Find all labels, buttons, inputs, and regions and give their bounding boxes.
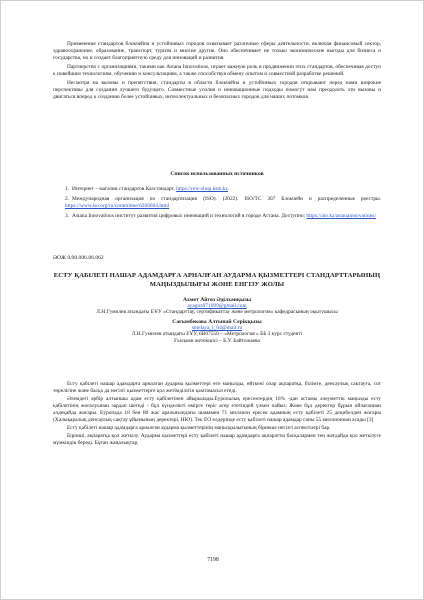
article-header	[53, 255, 381, 345]
article-body	[53, 381, 381, 447]
reference-link[interactable]: https://ain.kz/astanainnovations/	[306, 213, 377, 219]
author-email[interactable]: smelaya_l_04@mail.ru	[191, 325, 243, 331]
author-affiliation: Л.Н.Гумилев атындағы ЕҰУ «Стандарттау, сертификаттау және метрология» кафедрасының оқытушысы	[96, 309, 338, 315]
reference-item: 2. Международная организация по стандартизации (ISO). (2022). ISO/TC 307 Блокчейн и распределенные реестры. https://www.iso.org/ru/committee/6266604.html	[65, 196, 381, 209]
reference-link[interactable]: https://rew-shop.ksm.kz	[176, 186, 229, 192]
reference-item: 3. Astana Innovations институт развития цифровых инноваций и технологий в городе Астана. Доступно: https://ain.kz/astanainnovations/	[65, 213, 377, 219]
reference-item: 1. Интернет – магазин стандартов Казстандарт. https://rew-shop.ksm.kz	[65, 186, 229, 192]
references-section	[53, 171, 381, 220]
author-name: Ахмет Айгөз Әділханқызы	[182, 297, 252, 303]
references-heading: Список использованных источников	[170, 171, 264, 177]
author-affiliation: Л.Н.Гумилев атындағы ЕҰУ, 6В07550 – «Метрология » ББ 3 курс студенті	[131, 331, 303, 337]
intro-block	[53, 41, 381, 101]
paragraph: Біріншi, ақпаратқа қол жеткізу. Аударма қызметтері есту қабілеті нашар адамдарға ақпаратты басқалармен тең жағдайда қол жеткізуге мүмкіндік береді. Бұған жаңалықтар,	[53, 433, 381, 446]
reference-link[interactable]: https://www.iso.org/ru/committee/6266604.html	[65, 203, 170, 209]
paragraph: Применение стандартов блокчейна и устойчивых городов охватывает различные сферы деятельности, включая финансовый сектор, здравоохранение, образование, транспорт, туризм и многие другие. Оно обеспечивает не только экономические выгоды для бизнеса и государства, но и создает благоприятную среду для инноваций и развития.	[53, 41, 381, 61]
udk-code: ӘОЖ 0.00.006.06.062	[53, 255, 104, 261]
article-title: ЕСТУ ҚАБІЛЕТІ НАШАР АДАМДАРҒА АРНАЛҒАН АУДАРМА ҚЫЗМЕТТЕРІ СТАНДАРТТАРЫНЫҢ МАҢЫЗДЫЛЫҒЫ ЖӘНЕ ЕНГІЗУ ЖОЛЫ	[53, 272, 381, 288]
paragraph: Несмотря на вызовы и препятствия, стандарты в области блокчейна и устойчивых городов открывают перед нами широкие перспективы для создания лучшего будущего. Совместные усилия и инновационные подходы помогут нам преодолеть эти вызовы и двигаться вперед к созданию более устойчивых, интеллектуальных и безопасных городов для наших потомков.	[53, 80, 381, 100]
author-email[interactable]: ayagoz071099@gmail.com	[187, 303, 247, 309]
paragraph: Әлемдегі әрбір алтыншы адам есту қабілетінен айырылады.Еуропалық ересектердің 16% -дан астамы әлеуметтік маңызды есту қабілетінің жоғалуынан зардап шегеді - бұл күнделікті өмірге теріс әсер ететіндей үлкен пайыз. Жоне бұл деректер бұрын ойлағаннан әлдеқайда жоғары. Еуропада 18 бен 80 жас аралығындағы шамамен 71 миллион ересек адамның есту қабілеті 25 децибелден жоғары (Халықаралық денсаулық сақтау ұйымының деректері, НЮ). Тек ЕО елдерінде есту қабілеті нашар адамдар саны 55 миллионнан асады [3]	[53, 396, 381, 423]
paragraph: Есту қабілеті нашар адамдарға арналған аударма қызметтері өте маңызды, өйткені олар ақпаратқа, білімге, денсаулық сақтауға, сот төрелігіне және басқа да негізгі қызметтерге қол жетімділігін қамтамасыз етеді.	[53, 381, 381, 394]
author-name: Сағымбекова Алтынай Серікқызы	[172, 319, 262, 325]
supervisor: Ғылыми жетекшісі – Б.У. Байтожаева	[174, 338, 260, 344]
paragraph: Партнерство с организациями, такими как Astana Innovations, играет важную роль в продвижении этих стандартов, обеспечивая доступ к новейшим технологиям, обучению и консультациям, а также способствуя обмену опытом и совместной разработке решений.	[53, 64, 381, 77]
page-number: 7198	[207, 557, 219, 563]
paragraph: Есту қабілеті нашар адамдарға арналған аударма қызметтерінің маңыздылығының бірнеше негізгі аспектілері бар.	[67, 425, 331, 431]
